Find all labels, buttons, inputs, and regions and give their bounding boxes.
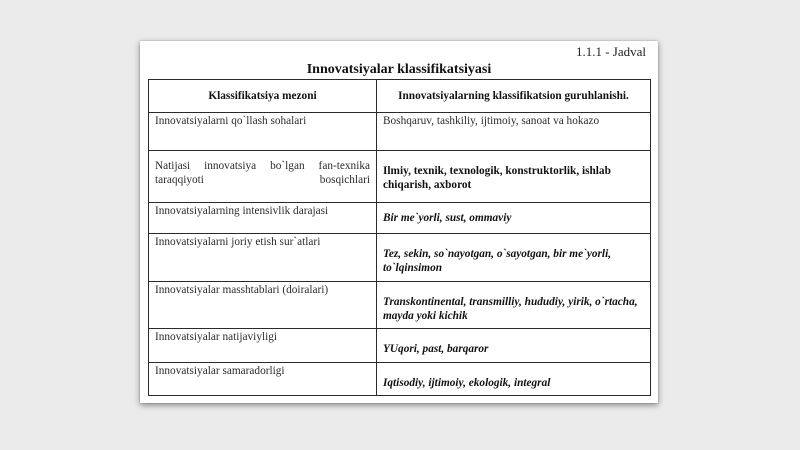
groups-text: Tez, sekin, so`nayotgan, o`sayotgan, bir me`yorli, to`lqinsimon bbox=[383, 248, 612, 274]
groups-cell bbox=[377, 282, 651, 329]
criterion-cell: Innovatsiyalarni joriy etish sur`atlari bbox=[149, 234, 377, 282]
groups-cell: Boshqaruv, tashkiliy, ijtimoiy, sanoat va hokazo bbox=[377, 113, 651, 151]
table-title: Innovatsiyalar klassifikatsiyasi bbox=[306, 62, 492, 77]
groups-text: Transkontinental, transmilliy, hududiy, yirik, o`rtacha, mayda yoki kichik bbox=[383, 296, 638, 322]
table-row bbox=[149, 203, 651, 234]
groups-text: Ilmiy, texnik, texnologik, konstruktorlik, ishlab chiqarish, axborot bbox=[383, 165, 611, 191]
criterion-cell: Innovatsiyalarni qo`llash sohalari bbox=[149, 113, 377, 151]
table-row bbox=[149, 151, 651, 203]
table-row bbox=[149, 329, 651, 363]
table-number: 1.1.1 - Jadval bbox=[575, 44, 646, 59]
table-row bbox=[149, 282, 651, 329]
table-row bbox=[149, 234, 651, 282]
document-page bbox=[140, 41, 658, 403]
groups-cell bbox=[377, 151, 651, 203]
groups-text: YUqori, past, barqaror bbox=[383, 343, 489, 355]
criterion-cell bbox=[149, 151, 377, 203]
groups-text: Bir me`yorli, sust, ommaviy bbox=[383, 212, 512, 224]
criterion-text: Natijasi innovatsiya bo`lgan fan-texnika taraqqiyoti bosqichlari bbox=[155, 160, 370, 186]
criterion-cell: Innovatsiyalarning intensivlik darajasi bbox=[149, 203, 377, 234]
table-row bbox=[149, 363, 651, 396]
groups-cell bbox=[377, 363, 651, 396]
criterion-cell: Innovatsiyalar samaradorligi bbox=[149, 363, 377, 396]
groups-cell bbox=[377, 234, 651, 282]
classification-table bbox=[148, 79, 651, 396]
groups-cell bbox=[377, 329, 651, 363]
criterion-cell: Innovatsiyalar masshtablari (doiralari) bbox=[149, 282, 377, 329]
column-header-criterion: Klassifikatsiya mezoni bbox=[149, 80, 377, 113]
groups-text: Iqtisodiy, ijtimoiy, ekologik, integral bbox=[383, 377, 551, 389]
criterion-cell: Innovatsiyalar natijaviyligi bbox=[149, 329, 377, 363]
table-row bbox=[149, 113, 651, 151]
column-header-groups: Innovatsiyalarning klassifikatsion guruhlanishi. bbox=[377, 80, 651, 113]
groups-cell bbox=[377, 203, 651, 234]
table-header-row bbox=[149, 80, 651, 113]
